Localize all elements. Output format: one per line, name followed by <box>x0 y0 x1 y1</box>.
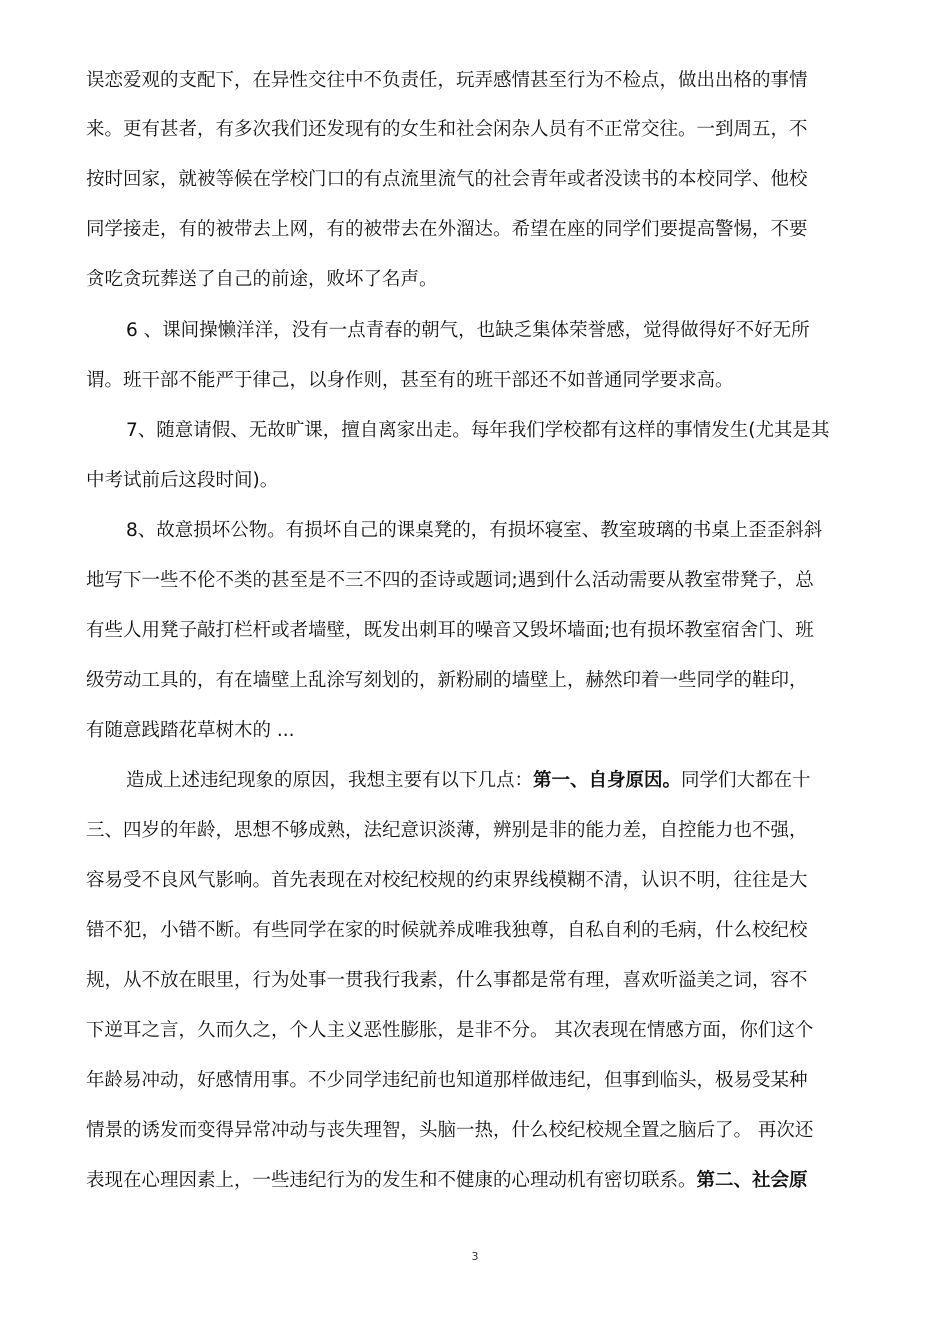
list-item-6: 6 、课间操懒洋洋，没有一点青春的朝气，也缺乏集体荣誉感，觉得做得好不好无所 <box>126 320 810 341</box>
paragraph-line-last <box>86 1168 866 1194</box>
paragraph-line: 贪吃贪玩葬送了自己的前途，败坏了名声。 <box>86 269 438 290</box>
paragraph-line: 年龄易冲动，好感情用事。不少同学违纪前也知道那样做违纪，但事到临头，极易受某种 <box>86 1070 808 1091</box>
causes-continuation: 同学们大都在十 <box>681 770 811 791</box>
second-cause-heading: 第二、社会原 <box>696 1170 808 1191</box>
last-line-text: 表现在心理因素上，一些违纪行为的发生和不健康的心理动机有密切联系。 <box>86 1170 697 1191</box>
page-number: 3 <box>471 1250 479 1263</box>
paragraph-line: 情景的诱发而变得异常冲动与丧失理智，头脑一热，什么校纪校规全置之脑后了。 再次还 <box>86 1120 814 1141</box>
paragraph-line: 地写下一些不伦不类的甚至是不三不四的歪诗或题词;遇到什么活动需要从教室带凳子，总 <box>86 570 814 591</box>
paragraph-line: 容易受不良风气影响。首先表现在对校纪校规的约束界线模糊不清，认识不明，往往是大 <box>86 870 808 891</box>
paragraph-line: 下逆耳之言，久而久之，个人主义恶性膨胀，是非不分。 其次表现在情感方面，你们这个 <box>86 1020 814 1041</box>
paragraph-line: 规，从不放在眼里，行为处事一贯我行我素，什么事都是常有理，喜欢听溢美之词，容不 <box>86 970 808 991</box>
paragraph-line: 错不犯，小错不断。有些同学在家的时候就养成唯我独尊，自私自利的毛病，什么校纪校 <box>86 920 808 941</box>
list-item-7: 7、随意请假、无故旷课，擅自离家出走。每年我们学校都有这样的事情发生(尤其是其 <box>126 420 830 441</box>
paragraph-line: 有些人用凳子敲打栏杆或者墙壁，既发出刺耳的噪音又毁坏墙面;也有损坏教室宿舍门、班 <box>86 620 814 641</box>
paragraph-line: 谓。班干部不能严于律己，以身作则，甚至有的班干部还不如普通同学要求高。 <box>86 370 734 391</box>
first-cause-heading: 第一、自身原因。 <box>533 770 682 791</box>
paragraph-line: 中考试前后这段时间)。 <box>86 470 279 491</box>
paragraph-line: 同学接走，有的被带去上网，有的被带去在外溜达。希望在座的同学们要提高警惕，不要 <box>86 219 808 240</box>
paragraph-line: 按时回家，就被等候在学校门口的有点流里流气的社会青年或者没读书的本校同学、他校 <box>86 169 808 190</box>
causes-paragraph-line <box>126 768 866 794</box>
paragraph-line: 来。更有甚者，有多次我们还发现有的女生和社会闲杂人员有不正常交往。一到周五，不 <box>86 119 808 140</box>
paragraph-line: 误恋爱观的支配下，在异性交往中不负责任，玩弄感情甚至行为不检点，做出出格的事情 <box>86 70 808 91</box>
list-item-8: 8、故意损坏公物。有损坏自己的课桌凳的，有损坏寝室、教室玻璃的书桌上歪歪斜斜 <box>126 520 823 541</box>
paragraph-line: 有随意践踏花草树木的 ... <box>86 720 295 741</box>
causes-intro: 造成上述违纪现象的原因，我想主要有以下几点： <box>126 770 534 791</box>
paragraph-line: 三、四岁的年龄，思想不够成熟，法纪意识淡薄，辨别是非的能力差，自控能力也不强， <box>86 820 808 841</box>
paragraph-line: 级劳动工具的，有在墙壁上乱涂写刻划的，新粉刷的墙壁上，赫然印着一些同学的鞋印， <box>86 670 808 691</box>
